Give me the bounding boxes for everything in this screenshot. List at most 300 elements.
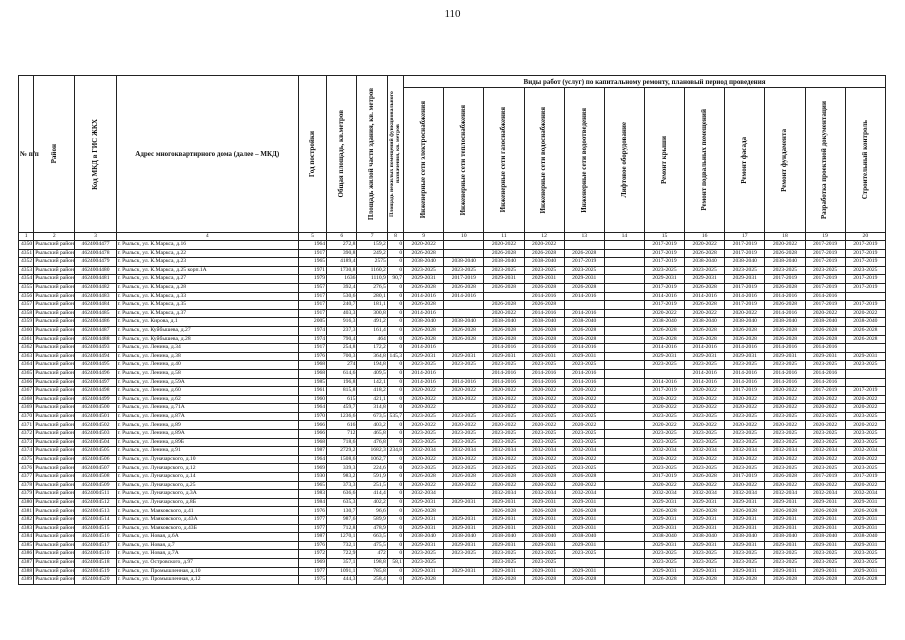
cell-work-elevator bbox=[604, 283, 644, 292]
table-row bbox=[19, 507, 886, 516]
cell-nonresidential-area: 0 bbox=[387, 361, 403, 370]
cell-mkd-code: 4624004495 bbox=[75, 361, 116, 370]
cell-work-electric: 2023-2025 bbox=[404, 412, 444, 421]
cell-work-sewage: 2020-2022 bbox=[564, 395, 604, 404]
cell-work-design-docs: 2017-2019 bbox=[805, 241, 845, 250]
cell-work-design-docs: 2023-2025 bbox=[805, 464, 845, 473]
cell-year: 1964 bbox=[298, 241, 326, 250]
cell-work-design-docs: 2026-2028 bbox=[805, 576, 845, 585]
cell-total-area: 1508,6 bbox=[327, 455, 357, 464]
cell-living-area: 491,2 bbox=[357, 318, 387, 327]
cell-living-area: 251,5 bbox=[357, 481, 387, 490]
cell-row-no: 4379 bbox=[19, 490, 34, 499]
cell-work-electric: 2026-2028 bbox=[404, 283, 444, 292]
cell-total-area: 274 bbox=[327, 361, 357, 370]
cell-total-area: 916,3 bbox=[327, 318, 357, 327]
cell-living-area: 161,4 bbox=[357, 326, 387, 335]
table-row bbox=[19, 490, 886, 499]
cell-work-electric: 2029-2031 bbox=[404, 275, 444, 284]
cell-work-gas: 2029-2031 bbox=[484, 498, 524, 507]
cell-work-foundation: 2020-2022 bbox=[765, 395, 805, 404]
cell-work-basement: 2029-2031 bbox=[685, 541, 725, 550]
cell-work-sewage: 2026-2028 bbox=[564, 507, 604, 516]
cell-work-water: 2029-2031 bbox=[524, 498, 564, 507]
cell-work-electric: 2026-2028 bbox=[404, 335, 444, 344]
cell-address: г. Рыльск, ул. К.Маркса, д.23 bbox=[116, 258, 298, 267]
cell-work-construction-control: 2029-2031 bbox=[845, 498, 885, 507]
cell-work-design-docs: 2020-2022 bbox=[805, 309, 845, 318]
cell-nonresidential-area: 145,3 bbox=[387, 352, 403, 361]
cell-work-electric: 2038-2040 bbox=[404, 258, 444, 267]
table-row bbox=[19, 421, 886, 430]
cell-living-area: 663,5 bbox=[357, 533, 387, 542]
cell-work-sewage: 2020-2022 bbox=[564, 481, 604, 490]
cell-work-foundation: 2026-2028 bbox=[765, 283, 805, 292]
cell-work-elevator bbox=[604, 361, 644, 370]
cell-work-heating: 2038-2040 bbox=[444, 318, 484, 327]
cell-work-electric: 2020-2022 bbox=[404, 241, 444, 250]
cell-work-design-docs: 2023-2025 bbox=[805, 361, 845, 370]
cell-total-area: 444,3 bbox=[327, 576, 357, 585]
cell-total-area: 616 bbox=[327, 421, 357, 430]
cell-work-construction-control: 2023-2025 bbox=[845, 266, 885, 275]
cell-work-water: 2020-2022 bbox=[524, 404, 564, 413]
cell-work-construction-control: 2020-2022 bbox=[845, 421, 885, 430]
header-work-9: Ремонт фасада bbox=[725, 88, 765, 233]
cell-work-roof: 2032-2034 bbox=[644, 490, 684, 499]
cell-row-no: 4372 bbox=[19, 430, 34, 439]
cell-total-area: 983,2 bbox=[327, 473, 357, 482]
cell-work-gas: 2029-2031 bbox=[484, 516, 524, 525]
cell-work-construction-control: 2032-2034 bbox=[845, 490, 885, 499]
cell-year: 1974 bbox=[298, 326, 326, 335]
cell-work-design-docs: 2032-2034 bbox=[805, 490, 845, 499]
cell-work-construction-control: 2026-2028 bbox=[845, 335, 885, 344]
cell-work-facade: 2020-2022 bbox=[725, 395, 765, 404]
cell-district: Рыльский район bbox=[35, 576, 75, 583]
cell-district: Рыльский район bbox=[35, 412, 75, 419]
cell-work-water: 2029-2031 bbox=[524, 352, 564, 361]
cell-work-facade: 2029-2031 bbox=[725, 516, 765, 525]
cell-work-gas: 2020-2022 bbox=[484, 421, 524, 430]
cell-work-heating: 2029-2031 bbox=[444, 524, 484, 533]
cell-living-area: 421,1 bbox=[357, 395, 387, 404]
cell-work-electric: 2014-2016 bbox=[404, 292, 444, 301]
cell-work-electric: 2026-2028 bbox=[404, 473, 444, 482]
cell-work-basement: 2032-2034 bbox=[685, 447, 725, 456]
cell-work-roof: 2017-2019 bbox=[644, 249, 684, 258]
cell-work-facade: 2023-2025 bbox=[725, 266, 765, 275]
cell-work-design-docs: 2014-2016 bbox=[805, 292, 845, 301]
cell-year: 1964 bbox=[298, 455, 326, 464]
cell-row-no: 4368 bbox=[19, 395, 34, 404]
cell-work-construction-control bbox=[845, 378, 885, 387]
cell-work-water: 2014-2016 bbox=[524, 292, 564, 301]
cell-nonresidential-area: 0 bbox=[387, 335, 403, 344]
cell-district: Рыльский район bbox=[35, 327, 75, 334]
cell-total-area: 1091,1 bbox=[327, 567, 357, 576]
cell-work-basement: 2026-2028 bbox=[685, 326, 725, 335]
table-row bbox=[19, 481, 886, 490]
cell-work-heating: 2038-2040 bbox=[444, 258, 484, 267]
cell-living-area: 1062,7 bbox=[357, 455, 387, 464]
cell-living-area: 673,5 bbox=[357, 412, 387, 421]
cell-year: 1977 bbox=[298, 516, 326, 525]
cell-work-sewage: 2026-2028 bbox=[564, 249, 604, 258]
cell-row-no: 4371 bbox=[19, 421, 34, 430]
cell-mkd-code: 4624004508 bbox=[75, 473, 116, 482]
cell-work-construction-control bbox=[845, 344, 885, 353]
cell-district: Рыльский район bbox=[35, 284, 75, 291]
cell-work-roof: 2023-2025 bbox=[644, 558, 684, 567]
cell-work-facade: 2017-2019 bbox=[725, 241, 765, 250]
cell-nonresidential-area: 0 bbox=[387, 387, 403, 396]
cell-nonresidential-area: 0 bbox=[387, 524, 403, 533]
cell-work-facade: 2023-2025 bbox=[725, 464, 765, 473]
cell-living-area: 409,5 bbox=[357, 369, 387, 378]
cell-work-elevator bbox=[604, 241, 644, 250]
capital-repair-table bbox=[18, 75, 886, 585]
cell-living-area: 476,8 bbox=[357, 438, 387, 447]
cell-work-elevator bbox=[604, 438, 644, 447]
cell-mkd-code: 4624004519 bbox=[75, 567, 116, 576]
cell-district: Рыльский район bbox=[35, 335, 75, 342]
cell-work-construction-control: 2038-2040 bbox=[845, 533, 885, 542]
cell-work-water: 2029-2031 bbox=[524, 524, 564, 533]
cell-work-gas: 2029-2031 bbox=[484, 275, 524, 284]
page-number: 110 bbox=[444, 8, 461, 20]
table-row bbox=[19, 541, 886, 550]
cell-work-facade: 2020-2022 bbox=[725, 455, 765, 464]
cell-year: 1930 bbox=[298, 473, 326, 482]
header-work-10: Ремонт фундамента bbox=[765, 88, 805, 233]
cell-living-area: 2575 bbox=[357, 258, 387, 267]
cell-work-design-docs: 2017-2019 bbox=[805, 258, 845, 267]
cell-nonresidential-area: 0 bbox=[387, 283, 403, 292]
cell-work-heating: 2026-2028 bbox=[444, 335, 484, 344]
table-row bbox=[19, 550, 886, 559]
cell-work-heating bbox=[444, 241, 484, 250]
cell-district: Рыльский район bbox=[35, 395, 75, 402]
cell-work-sewage: 2014-2016 bbox=[564, 378, 604, 387]
cell-work-basement: 2038-2040 bbox=[685, 533, 725, 542]
cell-work-heating: 2014-2016 bbox=[444, 292, 484, 301]
cell-work-water: 2026-2028 bbox=[524, 576, 564, 585]
cell-work-basement: 2026-2028 bbox=[685, 507, 725, 516]
cell-work-roof: 2020-2022 bbox=[644, 455, 684, 464]
cell-work-roof: 2023-2025 bbox=[644, 438, 684, 447]
cell-address: г. Рыльск, ул. Маяковского, д.43Б bbox=[116, 524, 298, 533]
cell-row-no: 4386 bbox=[19, 550, 34, 559]
cell-year: 1957 bbox=[298, 283, 326, 292]
cell-work-electric: 2023-2025 bbox=[404, 464, 444, 473]
cell-work-heating: 2029-2031 bbox=[444, 541, 484, 550]
cell-work-facade: 2014-2016 bbox=[725, 369, 765, 378]
cell-work-roof: 2017-2019 bbox=[644, 387, 684, 396]
cell-work-sewage bbox=[564, 558, 604, 567]
cell-work-roof: 2014-2016 bbox=[644, 378, 684, 387]
cell-district: Рыльский район bbox=[35, 309, 75, 316]
cell-work-elevator bbox=[604, 387, 644, 396]
column-number: 4 bbox=[116, 233, 298, 241]
cell-work-electric: 2029-2031 bbox=[404, 516, 444, 525]
cell-living-area: 276,5 bbox=[357, 283, 387, 292]
cell-work-sewage bbox=[564, 301, 604, 310]
cell-work-heating: 2023-2025 bbox=[444, 361, 484, 370]
cell-nonresidential-area: 0 bbox=[387, 404, 403, 413]
cell-living-area: 314,8 bbox=[357, 404, 387, 413]
cell-work-facade: 2029-2031 bbox=[725, 524, 765, 533]
cell-work-facade: 2017-2019 bbox=[725, 301, 765, 310]
table-row bbox=[19, 455, 886, 464]
cell-nonresidential-area: 0 bbox=[387, 301, 403, 310]
column-number: 12 bbox=[524, 233, 564, 241]
cell-year: 1969 bbox=[298, 464, 326, 473]
cell-work-roof: 2029-2031 bbox=[644, 352, 684, 361]
cell-year: 2005 bbox=[298, 318, 326, 327]
table-row bbox=[19, 447, 886, 456]
cell-year: 1966 bbox=[298, 421, 326, 430]
table-row bbox=[19, 318, 886, 327]
cell-work-electric: 2023-2025 bbox=[404, 430, 444, 439]
cell-work-construction-control bbox=[845, 369, 885, 378]
cell-district: Рыльский район bbox=[35, 387, 75, 394]
cell-work-foundation: 2026-2028 bbox=[765, 249, 805, 258]
cell-address: г. Рыльск, ул. Маяковского, д.43А bbox=[116, 516, 298, 525]
cell-district: Рыльский район bbox=[35, 447, 75, 454]
cell-work-heating: 2029-2031 bbox=[444, 352, 484, 361]
cell-year: 1969 bbox=[298, 558, 326, 567]
cell-mkd-code: 4624004482 bbox=[75, 283, 116, 292]
cell-work-foundation: 2029-2031 bbox=[765, 541, 805, 550]
cell-year: 1970 bbox=[298, 412, 326, 421]
cell-work-design-docs: 2023-2025 bbox=[805, 438, 845, 447]
cell-work-water: 2020-2022 bbox=[524, 241, 564, 250]
cell-nonresidential-area: 0 bbox=[387, 550, 403, 559]
cell-work-sewage: 2029-2031 bbox=[564, 498, 604, 507]
cell-total-area: 130,7 bbox=[327, 507, 357, 516]
table-row bbox=[19, 369, 886, 378]
column-number: 18 bbox=[765, 233, 805, 241]
header-work-11: Разработка проектной документации bbox=[805, 88, 845, 233]
cell-work-gas: 2038-2040 bbox=[484, 258, 524, 267]
cell-work-roof: 2023-2025 bbox=[644, 361, 684, 370]
table-row bbox=[19, 567, 886, 576]
cell-district: Рыльский район bbox=[35, 567, 75, 574]
cell-work-foundation: 2026-2028 bbox=[765, 335, 805, 344]
cell-work-elevator bbox=[604, 369, 644, 378]
cell-work-foundation: 2023-2025 bbox=[765, 412, 805, 421]
cell-work-electric: 2029-2031 bbox=[404, 498, 444, 507]
cell-work-roof: 2020-2022 bbox=[644, 404, 684, 413]
cell-nonresidential-area: 0 bbox=[387, 395, 403, 404]
cell-work-roof: 2038-2040 bbox=[644, 533, 684, 542]
cell-work-water: 2020-2022 bbox=[524, 387, 564, 396]
table-row bbox=[19, 309, 886, 318]
cell-work-facade: 2026-2028 bbox=[725, 507, 765, 516]
cell-work-heating: 2020-2022 bbox=[444, 421, 484, 430]
cell-work-construction-control: 2023-2025 bbox=[845, 438, 885, 447]
cell-living-area: 475,5 bbox=[357, 541, 387, 550]
cell-work-construction-control: 2020-2022 bbox=[845, 481, 885, 490]
cell-living-area: 172,2 bbox=[357, 344, 387, 353]
cell-living-area: 280,1 bbox=[357, 292, 387, 301]
cell-address: г. Рыльск, ул. Луначарского, д.25 bbox=[116, 481, 298, 490]
cell-total-area: 459,7 bbox=[327, 404, 357, 413]
cell-work-basement: 2023-2025 bbox=[685, 266, 725, 275]
cell-mkd-code: 4624004506 bbox=[75, 455, 116, 464]
cell-address: г. Рыльск, ул. Ленина, д.91 bbox=[116, 447, 298, 456]
cell-work-water: 2029-2031 bbox=[524, 516, 564, 525]
cell-work-basement: 2020-2022 bbox=[685, 387, 725, 396]
cell-work-water: 2026-2028 bbox=[524, 249, 564, 258]
cell-row-no: 4363 bbox=[19, 352, 34, 361]
cell-work-heating: 2017-2019 bbox=[444, 275, 484, 284]
cell-row-no: 4376 bbox=[19, 464, 34, 473]
cell-work-gas: 2020-2022 bbox=[484, 404, 524, 413]
cell-work-construction-control: 2017-2019 bbox=[845, 301, 885, 310]
table-row bbox=[19, 464, 886, 473]
cell-work-electric: 2023-2025 bbox=[404, 550, 444, 559]
cell-address: г. Рыльск, ул. Ленина, д.89 bbox=[116, 421, 298, 430]
cell-work-heating bbox=[444, 404, 484, 413]
cell-work-gas: 2026-2028 bbox=[484, 473, 524, 482]
cell-work-construction-control: 2023-2025 bbox=[845, 412, 885, 421]
cell-work-foundation: 2029-2031 bbox=[765, 352, 805, 361]
header-work-7: Ремонт крыши bbox=[644, 88, 684, 233]
cell-work-roof: 2029-2031 bbox=[644, 567, 684, 576]
cell-work-construction-control: 2026-2028 bbox=[845, 326, 885, 335]
cell-work-elevator bbox=[604, 352, 644, 361]
table-row bbox=[19, 258, 886, 267]
cell-work-electric: 2014-2016 bbox=[404, 369, 444, 378]
cell-work-facade: 2020-2022 bbox=[725, 404, 765, 413]
cell-work-gas: 2026-2028 bbox=[484, 249, 524, 258]
cell-work-facade: 2038-2040 bbox=[725, 258, 765, 267]
cell-work-construction-control: 2020-2022 bbox=[845, 455, 885, 464]
table-row bbox=[19, 576, 886, 585]
column-number: 17 bbox=[725, 233, 765, 241]
cell-work-construction-control: 2029-2031 bbox=[845, 524, 885, 533]
table-row bbox=[19, 361, 886, 370]
cell-row-no: 4357 bbox=[19, 301, 34, 310]
cell-row-no: 4384 bbox=[19, 533, 34, 542]
cell-work-elevator bbox=[604, 395, 644, 404]
cell-row-no: 4380 bbox=[19, 498, 34, 507]
cell-work-construction-control: 2026-2028 bbox=[845, 507, 885, 516]
cell-work-elevator bbox=[604, 326, 644, 335]
cell-mkd-code: 4624004513 bbox=[75, 507, 116, 516]
cell-work-heating: 2023-2025 bbox=[444, 412, 484, 421]
cell-work-electric: 2023-2025 bbox=[404, 361, 444, 370]
table-row bbox=[19, 404, 886, 413]
cell-work-design-docs: 2017-2019 bbox=[805, 275, 845, 284]
cell-work-sewage: 2032-2034 bbox=[564, 490, 604, 499]
cell-address: г. Рыльск, ул. Куйбышева, д.28 bbox=[116, 335, 298, 344]
cell-work-elevator bbox=[604, 507, 644, 516]
cell-living-area: 181,1 bbox=[357, 301, 387, 310]
cell-work-design-docs: 2017-2019 bbox=[805, 249, 845, 258]
cell-nonresidential-area: 0 bbox=[387, 421, 403, 430]
cell-address: г. Рыльск, ул. Ленина, д.89Б bbox=[116, 438, 298, 447]
header-work-6: Лифтовое оборудование bbox=[604, 88, 644, 233]
cell-work-gas: 2029-2031 bbox=[484, 352, 524, 361]
cell-work-construction-control: 2023-2025 bbox=[845, 361, 885, 370]
cell-district: Рыльский район bbox=[35, 266, 75, 273]
cell-work-sewage: 2026-2028 bbox=[564, 283, 604, 292]
cell-work-electric: 2023-2025 bbox=[404, 266, 444, 275]
cell-row-no: 4353 bbox=[19, 266, 34, 275]
cell-work-facade: 2032-2034 bbox=[725, 447, 765, 456]
cell-work-sewage: 2023-2025 bbox=[564, 361, 604, 370]
cell-work-electric: 2020-2022 bbox=[404, 404, 444, 413]
cell-row-no: 4367 bbox=[19, 387, 34, 396]
cell-work-water: 2023-2025 bbox=[524, 550, 564, 559]
cell-work-water: 2029-2031 bbox=[524, 275, 564, 284]
cell-work-heating: 2032-2034 bbox=[444, 447, 484, 456]
cell-work-gas: 2026-2028 bbox=[484, 283, 524, 292]
cell-work-elevator bbox=[604, 576, 644, 585]
cell-district: Рыльский район bbox=[35, 498, 75, 505]
cell-work-foundation: 2014-2016 bbox=[765, 292, 805, 301]
cell-work-heating: 2023-2025 bbox=[444, 438, 484, 447]
cell-work-design-docs: 2014-2016 bbox=[805, 369, 845, 378]
cell-work-sewage: 2014-2016 bbox=[564, 344, 604, 353]
cell-total-area: 1270,1 bbox=[327, 533, 357, 542]
cell-work-elevator bbox=[604, 550, 644, 559]
cell-mkd-code: 4624004512 bbox=[75, 498, 116, 507]
cell-district: Рыльский район bbox=[35, 344, 75, 351]
cell-district: Рыльский район bbox=[35, 249, 75, 256]
cell-work-roof: 2023-2025 bbox=[644, 266, 684, 275]
cell-work-roof: 2023-2025 bbox=[644, 430, 684, 439]
cell-work-design-docs: 2026-2028 bbox=[805, 335, 845, 344]
cell-mkd-code: 4624004505 bbox=[75, 447, 116, 456]
column-number: 16 bbox=[685, 233, 725, 241]
cell-district: Рыльский район bbox=[35, 378, 75, 385]
cell-address: г. Рыльск, ул. Кирова, д.1 bbox=[116, 318, 298, 327]
cell-work-foundation: 2023-2025 bbox=[765, 438, 805, 447]
table-row bbox=[19, 292, 886, 301]
cell-work-basement: 2023-2025 bbox=[685, 438, 725, 447]
cell-living-area: 1682,3 bbox=[357, 447, 387, 456]
cell-work-electric: 2029-2031 bbox=[404, 352, 444, 361]
cell-work-heating: 2029-2031 bbox=[444, 516, 484, 525]
cell-work-gas: 2032-2034 bbox=[484, 490, 524, 499]
cell-work-electric: 2023-2025 bbox=[404, 558, 444, 567]
cell-work-foundation: 2020-2022 bbox=[765, 241, 805, 250]
cell-address: г. Рыльск, ул. Луначарского, д.8Б bbox=[116, 498, 298, 507]
cell-work-electric: 2023-2025 bbox=[404, 438, 444, 447]
cell-year: 1977 bbox=[298, 567, 326, 576]
cell-work-elevator bbox=[604, 464, 644, 473]
cell-living-area: 198,8 bbox=[357, 558, 387, 567]
cell-work-design-docs: 2014-2016 bbox=[805, 344, 845, 353]
cell-work-elevator bbox=[604, 524, 644, 533]
cell-work-roof: 2026-2028 bbox=[644, 576, 684, 585]
cell-address: г. Рыльск, ул. Ленина, д.58 bbox=[116, 369, 298, 378]
cell-work-water: 2023-2025 bbox=[524, 361, 564, 370]
cell-mkd-code: 4624004486 bbox=[75, 318, 116, 327]
cell-address: г. Рыльск, ул. К.Маркса, д.25 корп.1А bbox=[116, 266, 298, 275]
cell-mkd-code: 4624004501 bbox=[75, 412, 116, 421]
cell-work-heating: 2023-2025 bbox=[444, 464, 484, 473]
cell-work-gas: 2023-2025 bbox=[484, 266, 524, 275]
cell-work-foundation: 2023-2025 bbox=[765, 550, 805, 559]
cell-nonresidential-area: 0 bbox=[387, 567, 403, 576]
cell-living-area: 249,2 bbox=[357, 249, 387, 258]
cell-work-basement: 2023-2025 bbox=[685, 558, 725, 567]
